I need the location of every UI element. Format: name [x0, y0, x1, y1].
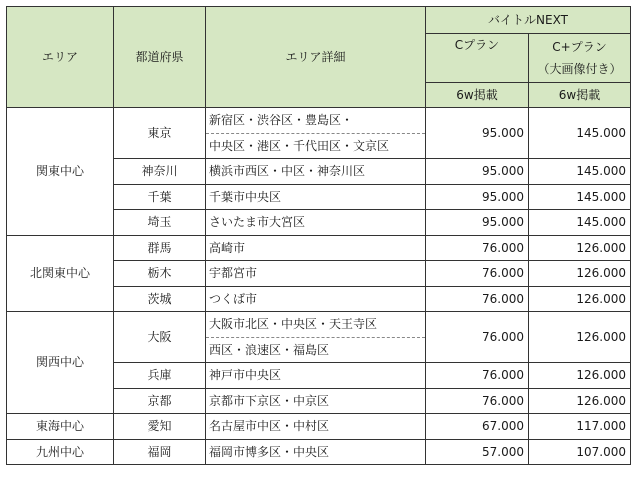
prefecture-cell: 千葉: [114, 184, 206, 210]
area-detail-cell: 福岡市博多区・中央区: [206, 439, 426, 465]
table-row: [7, 312, 631, 338]
area-detail-cell: 宇都宮市: [206, 261, 426, 287]
area-detail-cell: さいたま市大宮区: [206, 210, 426, 236]
area-detail-cell: 神戸市中央区: [206, 363, 426, 389]
header-plan-cplus-note: （大画像付き）: [537, 62, 622, 76]
prefecture-cell: 神奈川: [114, 159, 206, 185]
header-plan-cplus: [529, 34, 631, 83]
prefecture-cell: 大阪: [114, 312, 206, 363]
area-detail-cell: 京都市下京区・中京区: [206, 388, 426, 414]
prefecture-cell: 京都: [114, 388, 206, 414]
price-cplus-cell: 126.000: [529, 286, 631, 312]
prefecture-cell: 茨城: [114, 286, 206, 312]
price-c-cell: 76.000: [426, 312, 529, 363]
price-c-cell: 76.000: [426, 363, 529, 389]
price-c-cell: 67.000: [426, 414, 529, 440]
price-c-cell: 95.000: [426, 108, 529, 159]
price-cplus-cell: 107.000: [529, 439, 631, 465]
prefecture-cell: 兵庫: [114, 363, 206, 389]
header-product: バイトルNEXT: [426, 7, 631, 34]
price-c-cell: 95.000: [426, 184, 529, 210]
table-row: [7, 414, 631, 440]
prefecture-cell: 栃木: [114, 261, 206, 287]
prefecture-cell: 愛知: [114, 414, 206, 440]
area-detail-cell: 新宿区・渋谷区・豊島区・: [206, 108, 426, 134]
prefecture-cell: 東京: [114, 108, 206, 159]
price-c-cell: 76.000: [426, 261, 529, 287]
header-plan-c: Cプラン: [426, 34, 529, 83]
area-detail-cell: 中央区・港区・千代田区・文京区: [206, 133, 426, 159]
header-plan-cplus-label: C+プラン: [552, 40, 607, 54]
header-area-detail: エリア詳細: [206, 7, 426, 108]
area-detail-cell: 千葉市中央区: [206, 184, 426, 210]
price-cplus-cell: 145.000: [529, 210, 631, 236]
area-detail-cell: 西区・浪速区・福島区: [206, 337, 426, 363]
table-row: [7, 235, 631, 261]
area-detail-cell: 横浜市西区・中区・神奈川区: [206, 159, 426, 185]
price-c-cell: 95.000: [426, 159, 529, 185]
prefecture-cell: 群馬: [114, 235, 206, 261]
area-detail-cell: 高崎市: [206, 235, 426, 261]
header-prefecture: 都道府県: [114, 7, 206, 108]
price-cplus-cell: 117.000: [529, 414, 631, 440]
header-period-c: 6w掲載: [426, 83, 529, 108]
price-c-cell: 76.000: [426, 286, 529, 312]
region-cell: 関西中心: [7, 312, 114, 414]
region-cell: 東海中心: [7, 414, 114, 440]
price-cplus-cell: 126.000: [529, 261, 631, 287]
area-detail-cell: つくば市: [206, 286, 426, 312]
price-c-cell: 76.000: [426, 388, 529, 414]
price-cplus-cell: 126.000: [529, 312, 631, 363]
price-c-cell: 76.000: [426, 235, 529, 261]
pricing-table: [6, 6, 631, 465]
price-c-cell: 57.000: [426, 439, 529, 465]
area-detail-cell: 名古屋市中区・中村区: [206, 414, 426, 440]
price-c-cell: 95.000: [426, 210, 529, 236]
header-area: エリア: [7, 7, 114, 108]
region-cell: 九州中心: [7, 439, 114, 465]
price-cplus-cell: 145.000: [529, 108, 631, 159]
price-cplus-cell: 126.000: [529, 388, 631, 414]
price-cplus-cell: 126.000: [529, 235, 631, 261]
table-body: [7, 108, 631, 465]
table-row: [7, 439, 631, 465]
region-cell: 関東中心: [7, 108, 114, 236]
prefecture-cell: 埼玉: [114, 210, 206, 236]
prefecture-cell: 福岡: [114, 439, 206, 465]
price-cplus-cell: 145.000: [529, 184, 631, 210]
area-detail-cell: 大阪市北区・中央区・天王寺区: [206, 312, 426, 338]
table-row: [7, 108, 631, 134]
price-cplus-cell: 145.000: [529, 159, 631, 185]
price-cplus-cell: 126.000: [529, 363, 631, 389]
header-period-cplus: 6w掲載: [529, 83, 631, 108]
region-cell: 北関東中心: [7, 235, 114, 312]
